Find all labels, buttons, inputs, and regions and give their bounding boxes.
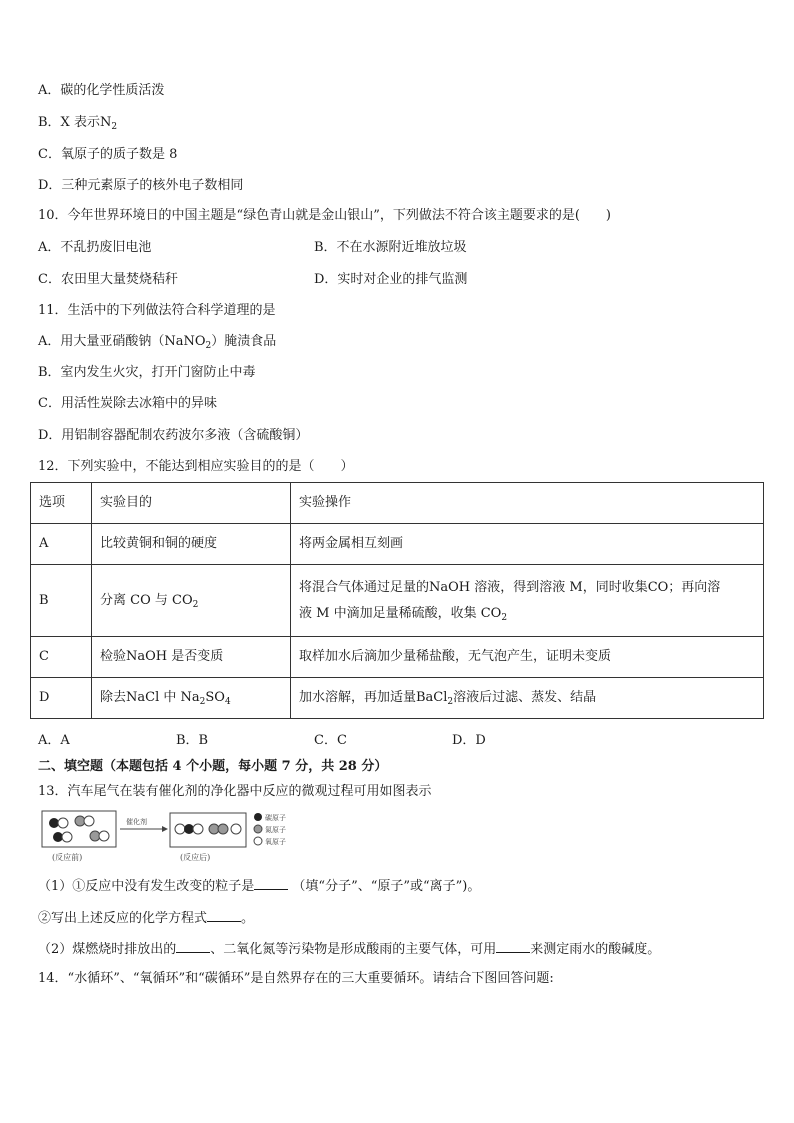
arrow-head (162, 826, 168, 832)
q14-stem: 14．“水循环”、“氧循环”和“碳循环”是自然界存在的三大重要循环。请结合下图回答问题: (38, 971, 554, 986)
experiment-table (30, 482, 764, 719)
answer-blank[interactable] (254, 877, 288, 890)
q9-option-a: A．碳的化学性质活泼 (38, 83, 165, 98)
nitrogen-atom (218, 824, 228, 834)
row-c-operation: 取样加水后滴加少量稀盐酸，无气泡产生，证明未变质 (291, 637, 764, 678)
q11-option-c: C．用活性炭除去冰箱中的异味 (38, 396, 217, 411)
oxygen-atom (99, 831, 109, 841)
answer-blank[interactable] (176, 940, 210, 953)
q12-option-d: D．D (452, 733, 486, 748)
table-row (31, 678, 764, 719)
row-c-option: C (31, 637, 92, 678)
header-goal: 实验目的 (92, 483, 291, 524)
legend-carbon-swatch (254, 813, 262, 821)
q13-part1: （1）①反应中没有发生改变的粒子是 （填“分子”、“原子”或“离子”)。 (38, 879, 481, 894)
before-label: (反应前) (52, 853, 83, 862)
oxygen-atom (62, 832, 72, 842)
header-option: 选项 (31, 483, 92, 524)
oxygen-atom (175, 824, 185, 834)
q13-part2: ②写出上述反应的化学方程式 。 (38, 911, 255, 926)
section-heading: 二、填空题（本题包括 4 个小题，每小题 7 分，共 28 分） (38, 759, 388, 774)
legend-carbon: 碳原子 (265, 814, 286, 822)
header-operation: 实验操作 (291, 483, 764, 524)
legend-oxygen-swatch (254, 837, 262, 845)
legend-nitrogen-swatch (254, 825, 262, 833)
q10-option-a: A．不乱扔废旧电池 (38, 240, 152, 255)
catalyst-label: 催化剂 (126, 818, 147, 826)
q10-option-b: B．不在水源附近堆放垃圾 (314, 240, 467, 255)
q9-option-d: D．三种元素原子的核外电子数相同 (38, 178, 244, 193)
q11-option-a: A．用大量亚硝酸钠（NaNO$_2$）腌渍食品 (38, 334, 277, 351)
table-header-row (31, 483, 764, 524)
row-a-operation: 将两金属相互刻画 (291, 524, 764, 565)
q11-option-d: D．用铝制容器配制农药波尔多液（含硫酸铜） (38, 428, 309, 443)
q12-stem: 12．下列实验中，不能达到相应实验目的的是（ ） (38, 459, 354, 474)
oxygen-atom (58, 818, 68, 828)
row-a-option: A (31, 524, 92, 565)
q12-option-b: B．B (176, 733, 209, 748)
row-b-option: B (31, 565, 92, 637)
row-d-goal: 除去NaCl 中 $Na_2SO_4$ (92, 678, 291, 719)
row-d-operation: 加水溶解，再加适量BaCl$_2$溶液后过滤、蒸发、结晶 (291, 678, 764, 719)
table-row (31, 565, 764, 637)
legend-nitrogen: 氮原子 (265, 826, 286, 834)
row-d-option: D (31, 678, 92, 719)
q10-stem: 10．今年世界环境日的中国主题是“绿色青山就是金山银山”，下列做法不符合该主题要求的是( ) (38, 208, 611, 223)
q13-part3: （2）煤燃烧时排放出的 、二氧化氮等污染物是形成酸雨的主要气体，可用 来测定雨水的酸碱度。 (38, 942, 661, 957)
oxygen-atom (193, 824, 203, 834)
row-a-goal: 比较黄铜和铜的硬度 (92, 524, 291, 565)
q12-option-c: C．C (314, 733, 347, 748)
q10-option-d: D．实时对企业的排气监测 (314, 272, 468, 287)
after-label: (反应后) (180, 853, 211, 862)
q9-option-c: C．氧原子的质子数是 8 (38, 147, 178, 162)
reaction-diagram (40, 807, 290, 865)
q10-option-c: C．农田里大量焚烧秸秆 (38, 272, 178, 287)
row-b-operation: 将混合气体通过足量的NaOH 溶液，得到溶液 M，同时收集CO；再向溶 液 M 中滴加足量稀硫酸，收集 $CO_2$ (291, 565, 764, 637)
answer-blank[interactable] (207, 909, 241, 922)
q11-stem: 11．生活中的下列做法符合科学道理的是 (38, 303, 276, 318)
row-c-goal: 检验NaOH 是否变质 (92, 637, 291, 678)
table-row (31, 524, 764, 565)
legend-oxygen: 氧原子 (265, 838, 286, 846)
q11-option-b: B．室内发生火灾，打开门窗防止中毒 (38, 365, 256, 380)
answer-blank[interactable] (496, 940, 530, 953)
q12-option-a: A．A (38, 733, 70, 748)
q9-option-b: B．X 表示$N_2$ (38, 115, 118, 132)
row-b-goal: 分离 CO 与 $CO_2$ (92, 565, 291, 637)
oxygen-atom (231, 824, 241, 834)
table-row (31, 637, 764, 678)
oxygen-atom (84, 816, 94, 826)
q13-stem: 13．汽车尾气在装有催化剂的净化器中反应的微观过程可用如图表示 (38, 784, 432, 799)
